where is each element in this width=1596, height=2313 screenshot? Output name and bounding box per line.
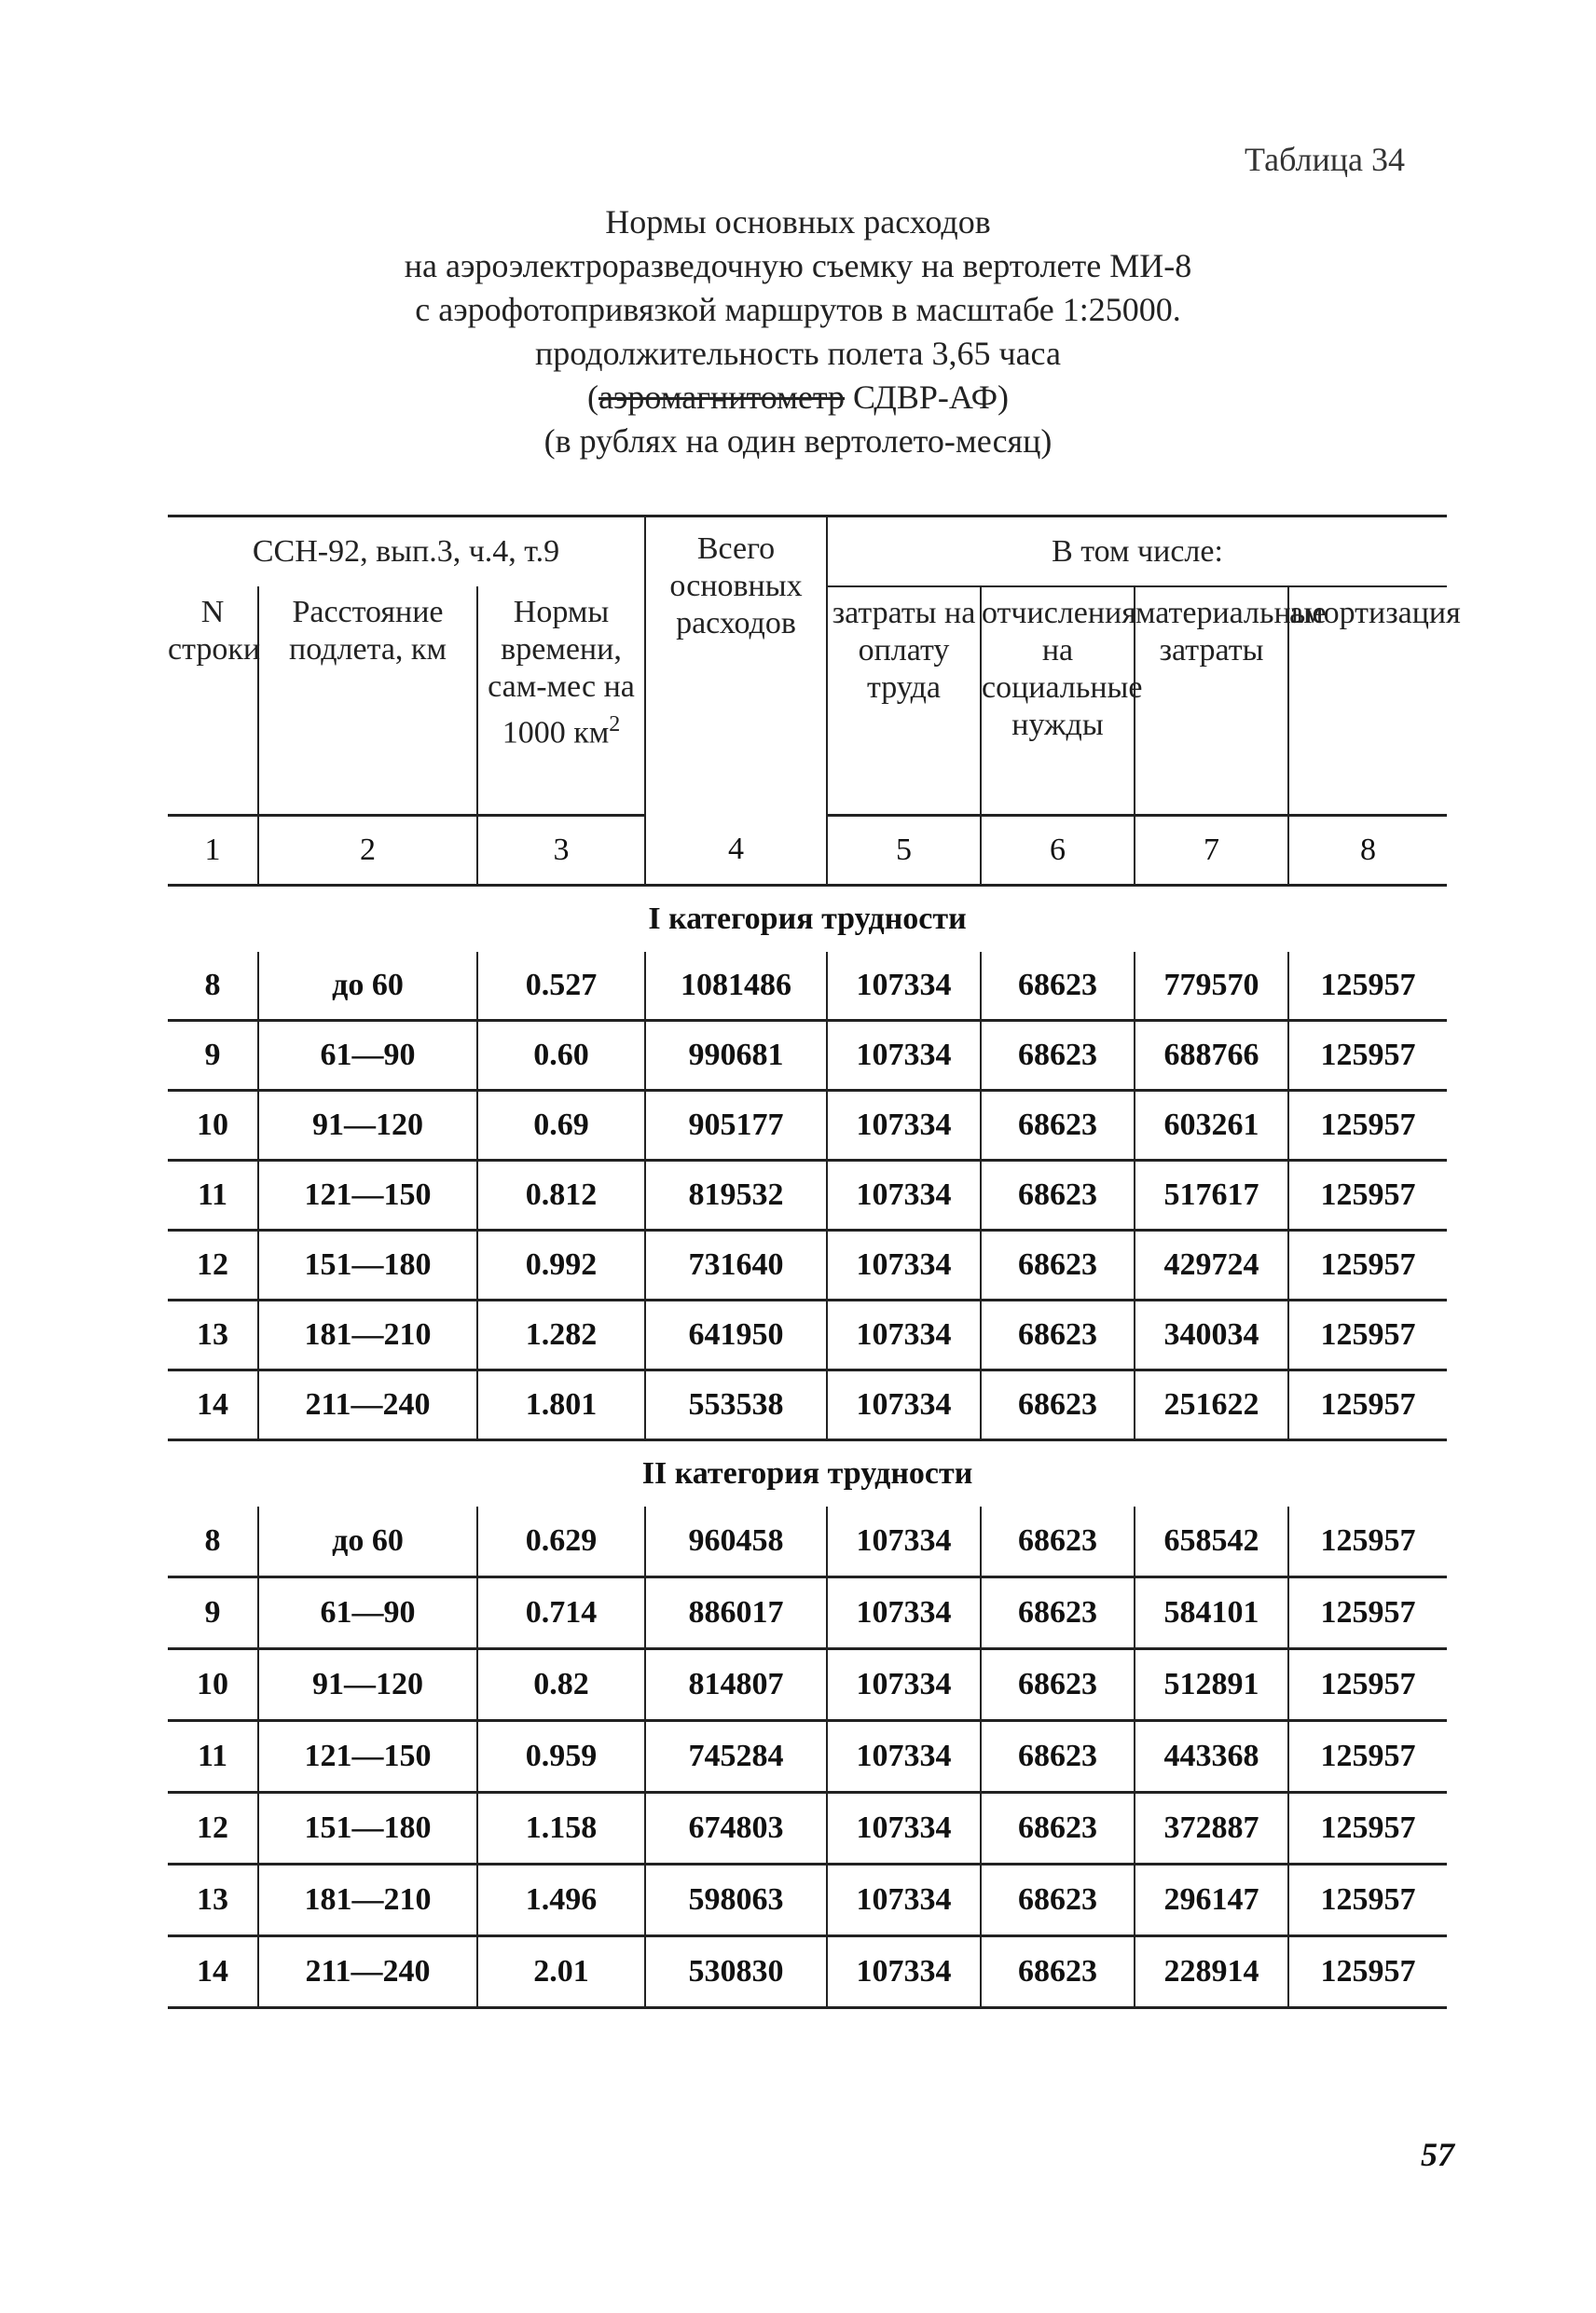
cell-time-norm: 0.959 xyxy=(477,1721,645,1793)
cell-distance: 121—150 xyxy=(258,1161,477,1231)
cell-social-deductions: 68623 xyxy=(981,1231,1135,1301)
cell-row-number: 14 xyxy=(168,1936,258,2008)
title-line-6: (в рублях на один вертолето-месяц) xyxy=(543,422,1053,460)
cell-time-norm: 0.629 xyxy=(477,1507,645,1577)
cell-labor-costs: 107334 xyxy=(827,1370,981,1440)
cell-depreciation: 125957 xyxy=(1288,1091,1447,1161)
cell-row-number: 9 xyxy=(168,1021,258,1091)
struck-word: аэромагнитометр xyxy=(598,379,846,416)
cell-total-costs: 598063 xyxy=(645,1865,827,1936)
header-ssn: ССН-92, вып.3, ч.4, т.9 xyxy=(168,516,645,587)
cell-time-norm: 0.60 xyxy=(477,1021,645,1091)
col-number-1: 1 xyxy=(168,816,258,886)
cell-depreciation: 125957 xyxy=(1288,1865,1447,1936)
cell-row-number: 10 xyxy=(168,1649,258,1721)
cell-total-costs: 553538 xyxy=(645,1370,827,1440)
cell-depreciation: 125957 xyxy=(1288,1301,1447,1370)
cell-time-norm: 0.82 xyxy=(477,1649,645,1721)
cell-labor-costs: 107334 xyxy=(827,1577,981,1649)
cell-material-costs: 688766 xyxy=(1135,1021,1288,1091)
cell-material-costs: 372887 xyxy=(1135,1793,1288,1865)
header-material-costs: материальные затраты xyxy=(1135,586,1288,816)
header-labor-costs: затраты на оплату труда xyxy=(827,586,981,816)
cell-row-number: 9 xyxy=(168,1577,258,1649)
cell-time-norm: 1.801 xyxy=(477,1370,645,1440)
cell-labor-costs: 107334 xyxy=(827,1721,981,1793)
cell-labor-costs: 107334 xyxy=(827,1161,981,1231)
col-number-4: 4 xyxy=(645,816,827,886)
cell-labor-costs: 107334 xyxy=(827,1021,981,1091)
cell-row-number: 8 xyxy=(168,1507,258,1577)
cell-time-norm: 1.496 xyxy=(477,1865,645,1936)
cell-time-norm: 0.812 xyxy=(477,1161,645,1231)
title-line-4: продолжительность полета 3,65 часа xyxy=(535,335,1061,372)
cell-total-costs: 905177 xyxy=(645,1091,827,1161)
cell-social-deductions: 68623 xyxy=(981,1091,1135,1161)
cell-labor-costs: 107334 xyxy=(827,1507,981,1577)
cell-depreciation: 125957 xyxy=(1288,1721,1447,1793)
cell-depreciation: 125957 xyxy=(1288,1577,1447,1649)
cell-labor-costs: 107334 xyxy=(827,1301,981,1370)
table-row xyxy=(168,1721,1447,1793)
cell-distance: 61—90 xyxy=(258,1021,477,1091)
cell-labor-costs: 107334 xyxy=(827,1793,981,1865)
cell-distance: 91—120 xyxy=(258,1649,477,1721)
cell-social-deductions: 68623 xyxy=(981,1865,1135,1936)
table-title xyxy=(0,200,1596,463)
cell-distance: до 60 xyxy=(258,1507,477,1577)
cell-depreciation: 125957 xyxy=(1288,1370,1447,1440)
title-line-2: на аэроэлектроразведочную съемку на вертолете МИ-8 xyxy=(404,247,1192,284)
cell-depreciation: 125957 xyxy=(1288,1021,1447,1091)
title-line-3: с аэрофотопривязкой маршрутов в масштабе 1:25000. xyxy=(415,291,1181,328)
col-number-5: 5 xyxy=(827,816,981,886)
cell-material-costs: 443368 xyxy=(1135,1721,1288,1793)
table-row xyxy=(168,952,1447,1021)
header-depreciation: амортизация xyxy=(1288,586,1447,816)
cell-labor-costs: 107334 xyxy=(827,952,981,1021)
cell-depreciation: 125957 xyxy=(1288,1507,1447,1577)
table-row xyxy=(168,1865,1447,1936)
cell-total-costs: 530830 xyxy=(645,1936,827,2008)
page-number: 57 xyxy=(1421,2136,1454,2173)
col-number-2: 2 xyxy=(258,816,477,886)
cell-distance: 91—120 xyxy=(258,1091,477,1161)
col-number-3: 3 xyxy=(477,816,645,886)
cell-row-number: 8 xyxy=(168,952,258,1021)
cell-social-deductions: 68623 xyxy=(981,1936,1135,2008)
cell-total-costs: 731640 xyxy=(645,1231,827,1301)
cell-time-norm: 0.69 xyxy=(477,1091,645,1161)
cell-distance: 181—210 xyxy=(258,1865,477,1936)
cell-time-norm: 0.992 xyxy=(477,1231,645,1301)
cell-distance: 181—210 xyxy=(258,1301,477,1370)
title-line-1: Нормы основных расходов xyxy=(605,203,991,241)
cell-labor-costs: 107334 xyxy=(827,1936,981,2008)
header-including: В том числе: xyxy=(827,516,1447,587)
cell-material-costs: 429724 xyxy=(1135,1231,1288,1301)
cell-time-norm: 0.714 xyxy=(477,1577,645,1649)
cell-material-costs: 658542 xyxy=(1135,1507,1288,1577)
cell-total-costs: 814807 xyxy=(645,1649,827,1721)
cell-social-deductions: 68623 xyxy=(981,1507,1135,1577)
cell-time-norm: 1.158 xyxy=(477,1793,645,1865)
table-row xyxy=(168,1370,1447,1440)
cell-social-deductions: 68623 xyxy=(981,1301,1135,1370)
cell-social-deductions: 68623 xyxy=(981,952,1135,1021)
cell-total-costs: 1081486 xyxy=(645,952,827,1021)
cell-row-number: 13 xyxy=(168,1301,258,1370)
cell-distance: 151—180 xyxy=(258,1793,477,1865)
cell-depreciation: 125957 xyxy=(1288,952,1447,1021)
cell-total-costs: 886017 xyxy=(645,1577,827,1649)
cell-labor-costs: 107334 xyxy=(827,1649,981,1721)
section-title: I категория трудности xyxy=(648,902,967,936)
table-row xyxy=(168,1091,1447,1161)
cell-social-deductions: 68623 xyxy=(981,1721,1135,1793)
norms-table xyxy=(168,515,1461,2009)
header-time-norms-text: Нормы времени, сам-мес на 1000 км xyxy=(488,595,635,750)
cell-distance: до 60 xyxy=(258,952,477,1021)
header-time-norms xyxy=(477,586,645,816)
cell-time-norm: 2.01 xyxy=(477,1936,645,2008)
superscript-2: 2 xyxy=(609,712,621,737)
cell-distance: 121—150 xyxy=(258,1721,477,1793)
col-number-6: 6 xyxy=(981,816,1135,886)
header-social-deductions: отчисления на социальные нужды xyxy=(981,586,1135,816)
col-number-7: 7 xyxy=(1135,816,1288,886)
column-numbers-row xyxy=(168,816,1447,886)
cell-row-number: 14 xyxy=(168,1370,258,1440)
cell-time-norm: 1.282 xyxy=(477,1301,645,1370)
cell-row-number: 13 xyxy=(168,1865,258,1936)
cell-social-deductions: 68623 xyxy=(981,1370,1135,1440)
section-title: II категория трудности xyxy=(641,1456,973,1491)
table-row xyxy=(168,1161,1447,1231)
cell-row-number: 11 xyxy=(168,1721,258,1793)
cell-row-number: 11 xyxy=(168,1161,258,1231)
cell-distance: 61—90 xyxy=(258,1577,477,1649)
cell-depreciation: 125957 xyxy=(1288,1793,1447,1865)
cell-material-costs: 512891 xyxy=(1135,1649,1288,1721)
cell-material-costs: 779570 xyxy=(1135,952,1288,1021)
cell-material-costs: 228914 xyxy=(1135,1936,1288,2008)
cell-material-costs: 296147 xyxy=(1135,1865,1288,1936)
table-row xyxy=(168,1793,1447,1865)
cell-row-number: 12 xyxy=(168,1793,258,1865)
cell-depreciation: 125957 xyxy=(1288,1936,1447,2008)
cell-time-norm: 0.527 xyxy=(477,952,645,1021)
cell-material-costs: 517617 xyxy=(1135,1161,1288,1231)
table-row xyxy=(168,1936,1447,2008)
title-line-5 xyxy=(0,376,1596,420)
cell-depreciation: 125957 xyxy=(1288,1161,1447,1231)
cell-total-costs: 641950 xyxy=(645,1301,827,1370)
cell-social-deductions: 68623 xyxy=(981,1577,1135,1649)
table-row xyxy=(168,1507,1447,1577)
table-row xyxy=(168,1577,1447,1649)
cell-social-deductions: 68623 xyxy=(981,1021,1135,1091)
cell-material-costs: 584101 xyxy=(1135,1577,1288,1649)
paren-open: ( xyxy=(586,379,598,416)
header-distance: Расстояние подлета, км xyxy=(258,586,477,816)
cell-total-costs: 674803 xyxy=(645,1793,827,1865)
cell-labor-costs: 107334 xyxy=(827,1091,981,1161)
cell-material-costs: 340034 xyxy=(1135,1301,1288,1370)
cell-labor-costs: 107334 xyxy=(827,1865,981,1936)
cell-distance: 151—180 xyxy=(258,1231,477,1301)
cell-social-deductions: 68623 xyxy=(981,1793,1135,1865)
cell-row-number: 10 xyxy=(168,1091,258,1161)
cell-total-costs: 745284 xyxy=(645,1721,827,1793)
cell-material-costs: 603261 xyxy=(1135,1091,1288,1161)
table-row xyxy=(168,1301,1447,1370)
cell-total-costs: 990681 xyxy=(645,1021,827,1091)
title-line-5-rest: СДВР-АФ) xyxy=(845,379,1010,416)
cell-social-deductions: 68623 xyxy=(981,1649,1135,1721)
cell-total-costs: 960458 xyxy=(645,1507,827,1577)
cell-labor-costs: 107334 xyxy=(827,1231,981,1301)
cell-depreciation: 125957 xyxy=(1288,1231,1447,1301)
table-row xyxy=(168,1231,1447,1301)
table-row xyxy=(168,1021,1447,1091)
cell-social-deductions: 68623 xyxy=(981,1161,1135,1231)
table-number: Таблица 34 xyxy=(1245,141,1405,178)
cell-total-costs: 819532 xyxy=(645,1161,827,1231)
cell-row-number: 12 xyxy=(168,1231,258,1301)
cell-distance: 211—240 xyxy=(258,1936,477,2008)
cell-depreciation: 125957 xyxy=(1288,1649,1447,1721)
col-number-8: 8 xyxy=(1288,816,1447,886)
table-row xyxy=(168,1649,1447,1721)
cell-distance: 211—240 xyxy=(258,1370,477,1440)
cell-material-costs: 251622 xyxy=(1135,1370,1288,1440)
header-total: Всего основных расходов xyxy=(645,516,827,816)
header-row-number: N строки xyxy=(168,586,258,816)
